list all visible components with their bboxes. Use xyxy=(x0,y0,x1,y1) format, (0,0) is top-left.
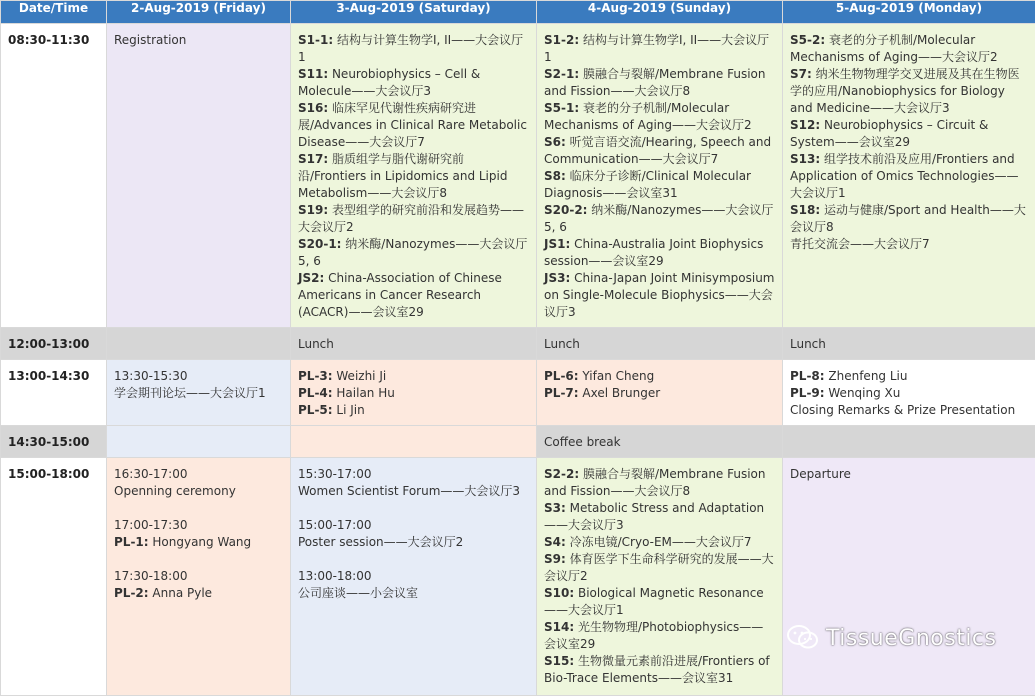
session-text: 脂质组学与脂代谢研究前沿/Frontiers in Lipidomics and Lipid Metabolism——大会议厅8 xyxy=(298,152,507,200)
session-text: 衰老的分子机制/Molecular Mechanisms of Aging——大会议厅2 xyxy=(544,101,752,132)
row-lunch xyxy=(1,328,1035,360)
session-text: 临床罕见代谢性疾病研究进展/Advances in Clinical Rare Metabolic Disease——大会议厅7 xyxy=(298,101,527,149)
session-text: Neurobiophysics – Cell & Molecule——大会议厅3 xyxy=(298,67,480,98)
session-text: China-Japan Joint Minisymposium on Single-Molecule Biophysics——大会议厅3 xyxy=(544,271,775,319)
session-code: S11: xyxy=(298,67,328,81)
session-code: PL-8: xyxy=(790,369,825,383)
schedule-entry xyxy=(114,534,283,551)
session-text: 15:00-17:00 xyxy=(298,518,372,532)
session-text: China-Australia Joint Biophysics session——会议室29 xyxy=(544,237,763,268)
schedule-entry xyxy=(544,619,775,653)
session-code: S1-2: xyxy=(544,33,579,47)
cell-friday-afternoon xyxy=(107,458,291,696)
session-code: S1-1: xyxy=(298,33,333,47)
session-text: Neurobiophysics – Circuit & System——会议室29 xyxy=(790,118,988,149)
session-text: Women Scientist Forum——大会议厅3 xyxy=(298,484,520,498)
time-label: 13:00-14:30 xyxy=(1,360,106,391)
session-code: S14: xyxy=(544,620,574,634)
session-code: S6: xyxy=(544,135,566,149)
schedule-entry xyxy=(544,66,775,100)
session-code: S19: xyxy=(298,203,328,217)
schedule-entry xyxy=(544,551,775,585)
schedule-entry xyxy=(544,385,775,402)
schedule-entry xyxy=(298,270,529,321)
header-row xyxy=(1,1,1035,24)
schedule-entry xyxy=(298,466,529,483)
session-text: 公司座谈——小会议室 xyxy=(298,586,418,600)
lunch-label: Lunch xyxy=(783,328,1035,359)
session-text: 纳米生物物理学交叉进展及其在生物医学的应用/Nanobiophysics for Biology and Medicine——大会议厅3 xyxy=(790,67,1020,115)
schedule-entry xyxy=(544,270,775,321)
row-plenary xyxy=(1,360,1035,426)
session-text: Anna Pyle xyxy=(149,586,212,600)
schedule-entry xyxy=(298,385,529,402)
session-text: 组学技术前沿及应用/Frontiers and Application of Omics Technologies——大会议厅1 xyxy=(790,152,1018,200)
schedule-entry xyxy=(790,236,1028,253)
session-code: PL-1: xyxy=(114,535,149,549)
session-text: 13:30-15:30 xyxy=(114,369,188,383)
time-cell xyxy=(1,426,107,458)
session-text: 纳米酶/Nanozymes——大会议厅5, 6 xyxy=(544,203,773,234)
cell-sunday-morning xyxy=(537,24,783,328)
schedule-entry xyxy=(790,385,1028,402)
schedule-entry xyxy=(544,134,775,168)
row-coffee xyxy=(1,426,1035,458)
schedule-entry xyxy=(298,151,529,202)
schedule-entry xyxy=(298,585,529,602)
session-text: 听觉言语交流/Hearing, Speech and Communication——大会议厅7 xyxy=(544,135,771,166)
session-code: S10: xyxy=(544,586,574,600)
session-code: PL-7: xyxy=(544,386,579,400)
time-label: 15:00-18:00 xyxy=(1,458,106,489)
row-afternoon xyxy=(1,458,1035,696)
schedule-entry xyxy=(790,32,1028,66)
cell-saturday-morning xyxy=(291,24,537,328)
session-text: 16:30-17:00 xyxy=(114,467,188,481)
session-text: 冷冻电镜/Cryo-EM——大会议厅7 xyxy=(566,535,752,549)
spacer xyxy=(114,551,283,568)
cell-saturday-lunch xyxy=(291,328,537,360)
watermark-text: TissueGnostics xyxy=(826,626,997,651)
session-text: Closing Remarks & Prize Presentation xyxy=(790,403,1015,417)
schedule-entry xyxy=(790,151,1028,202)
cell-saturday-plenary xyxy=(291,360,537,426)
session-code: S5-2: xyxy=(790,33,825,47)
session-text: 体育医学下生命科学研究的发展——大会议厅2 xyxy=(544,552,774,583)
session-text: 表型组学的研究前沿和发展趋势——大会议厅2 xyxy=(298,203,524,234)
cell-monday-plenary xyxy=(783,360,1035,426)
session-text: 13:00-18:00 xyxy=(298,569,372,583)
schedule-entry xyxy=(298,534,529,551)
session-code: S2-1: xyxy=(544,67,579,81)
session-text: Poster session——大会议厅2 xyxy=(298,535,463,549)
spacer xyxy=(298,500,529,517)
session-code: PL-9: xyxy=(790,386,825,400)
wechat-icon xyxy=(786,624,820,653)
session-code: S15: xyxy=(544,654,574,668)
session-code: PL-5: xyxy=(298,403,333,417)
schedule-entry xyxy=(298,66,529,100)
spacer xyxy=(114,500,283,517)
schedule-entry xyxy=(544,100,775,134)
session-text: Metabolic Stress and Adaptation——大会议厅3 xyxy=(544,501,764,532)
cell-sunday-afternoon xyxy=(537,458,783,696)
session-text: Li Jin xyxy=(333,403,365,417)
schedule-entry xyxy=(544,368,775,385)
session-code: JS1: xyxy=(544,237,570,251)
time-cell xyxy=(1,24,107,328)
session-text: Hongyang Wang xyxy=(149,535,252,549)
header-friday: 2-Aug-2019 (Friday) xyxy=(107,1,291,24)
schedule-entry xyxy=(298,568,529,585)
cell-friday-coffee xyxy=(107,426,291,458)
schedule-entry xyxy=(790,466,1028,483)
schedule-entry xyxy=(114,466,283,483)
time-label: 14:30-15:00 xyxy=(1,426,106,457)
session-code: JS3: xyxy=(544,271,570,285)
session-code: S13: xyxy=(790,152,820,166)
schedule-entry xyxy=(298,202,529,236)
session-text: Registration xyxy=(114,33,186,47)
session-text: 膜融合与裂解/Membrane Fusion and Fission——大会议厅8 xyxy=(544,467,766,498)
session-code: S4: xyxy=(544,535,566,549)
header-monday: 5-Aug-2019 (Monday) xyxy=(783,1,1035,24)
session-code: PL-3: xyxy=(298,369,333,383)
cell-sunday-coffee xyxy=(537,426,783,458)
header-sunday: 4-Aug-2019 (Sunday) xyxy=(537,1,783,24)
session-code: JS2: xyxy=(298,271,324,285)
session-code: PL-6: xyxy=(544,369,579,383)
schedule-entry xyxy=(298,483,529,500)
cell-monday-lunch xyxy=(783,328,1035,360)
header-datetime: Date/Time xyxy=(1,1,107,24)
cell-friday-plenary xyxy=(107,360,291,426)
schedule-entry xyxy=(298,517,529,534)
session-text: Zhenfeng Liu xyxy=(825,369,908,383)
session-text: 青托交流会——大会议厅7 xyxy=(790,237,930,251)
header-saturday: 3-Aug-2019 (Saturday) xyxy=(291,1,537,24)
session-text: Yifan Cheng xyxy=(579,369,655,383)
schedule-entry xyxy=(544,202,775,236)
schedule-entry xyxy=(544,653,775,687)
session-text: Openning ceremony xyxy=(114,484,236,498)
session-text: Axel Brunger xyxy=(579,386,661,400)
session-text: 17:30-18:00 xyxy=(114,569,188,583)
schedule-entry xyxy=(544,585,775,619)
schedule-entry xyxy=(298,32,529,66)
cell-monday-coffee xyxy=(783,426,1035,458)
session-text: 17:00-17:30 xyxy=(114,518,188,532)
session-text: 结构与计算生物学I, II——大会议厅1 xyxy=(298,33,523,64)
schedule-entry xyxy=(790,202,1028,236)
session-code: S3: xyxy=(544,501,566,515)
time-cell xyxy=(1,328,107,360)
schedule-entry xyxy=(114,368,283,385)
cell-sunday-lunch xyxy=(537,328,783,360)
time-cell xyxy=(1,458,107,696)
schedule-entry xyxy=(544,466,775,500)
schedule-entry xyxy=(544,500,775,534)
session-text: Departure xyxy=(790,467,851,481)
time-label: 12:00-13:00 xyxy=(1,328,106,359)
session-code: S20-1: xyxy=(298,237,341,251)
session-code: S16: xyxy=(298,101,328,115)
schedule-entry xyxy=(114,568,283,585)
schedule-entry xyxy=(790,368,1028,385)
cell-monday-afternoon xyxy=(783,458,1035,696)
watermark xyxy=(786,624,997,652)
schedule-entry xyxy=(790,117,1028,151)
schedule-entry xyxy=(298,100,529,151)
session-code: S20-2: xyxy=(544,203,587,217)
schedule-entry xyxy=(114,32,283,49)
schedule-entry xyxy=(298,368,529,385)
time-cell xyxy=(1,360,107,426)
session-text: 学会期刊论坛——大会议厅1 xyxy=(114,386,266,400)
session-code: PL-2: xyxy=(114,586,149,600)
session-text: 运动与健康/Sport and Health——大会议厅8 xyxy=(790,203,1026,234)
session-text: 衰老的分子机制/Molecular Mechanisms of Aging——大会议厅2 xyxy=(790,33,998,64)
session-text: Wenqing Xu xyxy=(825,386,901,400)
session-code: S5-1: xyxy=(544,101,579,115)
lunch-label: Lunch xyxy=(291,328,536,359)
session-text: 15:30-17:00 xyxy=(298,467,372,481)
session-text: Weizhi Ji xyxy=(333,369,387,383)
session-text: 纳米酶/Nanozymes——大会议厅5, 6 xyxy=(298,237,527,268)
session-code: S18: xyxy=(790,203,820,217)
session-code: S8: xyxy=(544,169,566,183)
cell-friday-morning xyxy=(107,24,291,328)
cell-saturday-coffee xyxy=(291,426,537,458)
session-code: S17: xyxy=(298,152,328,166)
schedule-entry xyxy=(298,402,529,419)
coffee-label: Coffee break xyxy=(537,426,782,457)
session-text: China-Association of Chinese Americans in Cancer Research (ACACR)——会议室29 xyxy=(298,271,502,319)
session-code: S2-2: xyxy=(544,467,579,481)
row-morning xyxy=(1,24,1035,328)
schedule-entry xyxy=(790,66,1028,117)
cell-friday-lunch xyxy=(107,328,291,360)
schedule-entry xyxy=(544,32,775,66)
session-text: 光生物物理/Photobiophysics——会议室29 xyxy=(544,620,763,651)
session-text: Biological Magnetic Resonance——大会议厅1 xyxy=(544,586,764,617)
session-text: 结构与计算生物学I, II——大会议厅1 xyxy=(544,33,769,64)
schedule-entry xyxy=(544,168,775,202)
schedule-entry xyxy=(790,402,1028,419)
session-text: Hailan Hu xyxy=(333,386,395,400)
cell-monday-morning xyxy=(783,24,1035,328)
schedule-entry xyxy=(114,385,283,402)
session-code: S7: xyxy=(790,67,812,81)
schedule-entry xyxy=(544,236,775,270)
session-code: PL-4: xyxy=(298,386,333,400)
schedule-entry xyxy=(114,483,283,500)
cell-sunday-plenary xyxy=(537,360,783,426)
cell-saturday-afternoon xyxy=(291,458,537,696)
schedule-entry xyxy=(298,236,529,270)
schedule-entry xyxy=(114,517,283,534)
session-code: S12: xyxy=(790,118,820,132)
schedule-entry xyxy=(544,534,775,551)
session-text: 临床分子诊断/Clinical Molecular Diagnosis——会议室31 xyxy=(544,169,751,200)
lunch-label: Lunch xyxy=(537,328,782,359)
session-code: S9: xyxy=(544,552,566,566)
time-label: 08:30-11:30 xyxy=(1,24,106,55)
schedule-entry xyxy=(114,585,283,602)
session-text: 膜融合与裂解/Membrane Fusion and Fission——大会议厅8 xyxy=(544,67,766,98)
session-text: 生物微量元素前沿进展/Frontiers of Bio-Trace Elements——会议室31 xyxy=(544,654,770,685)
spacer xyxy=(298,551,529,568)
